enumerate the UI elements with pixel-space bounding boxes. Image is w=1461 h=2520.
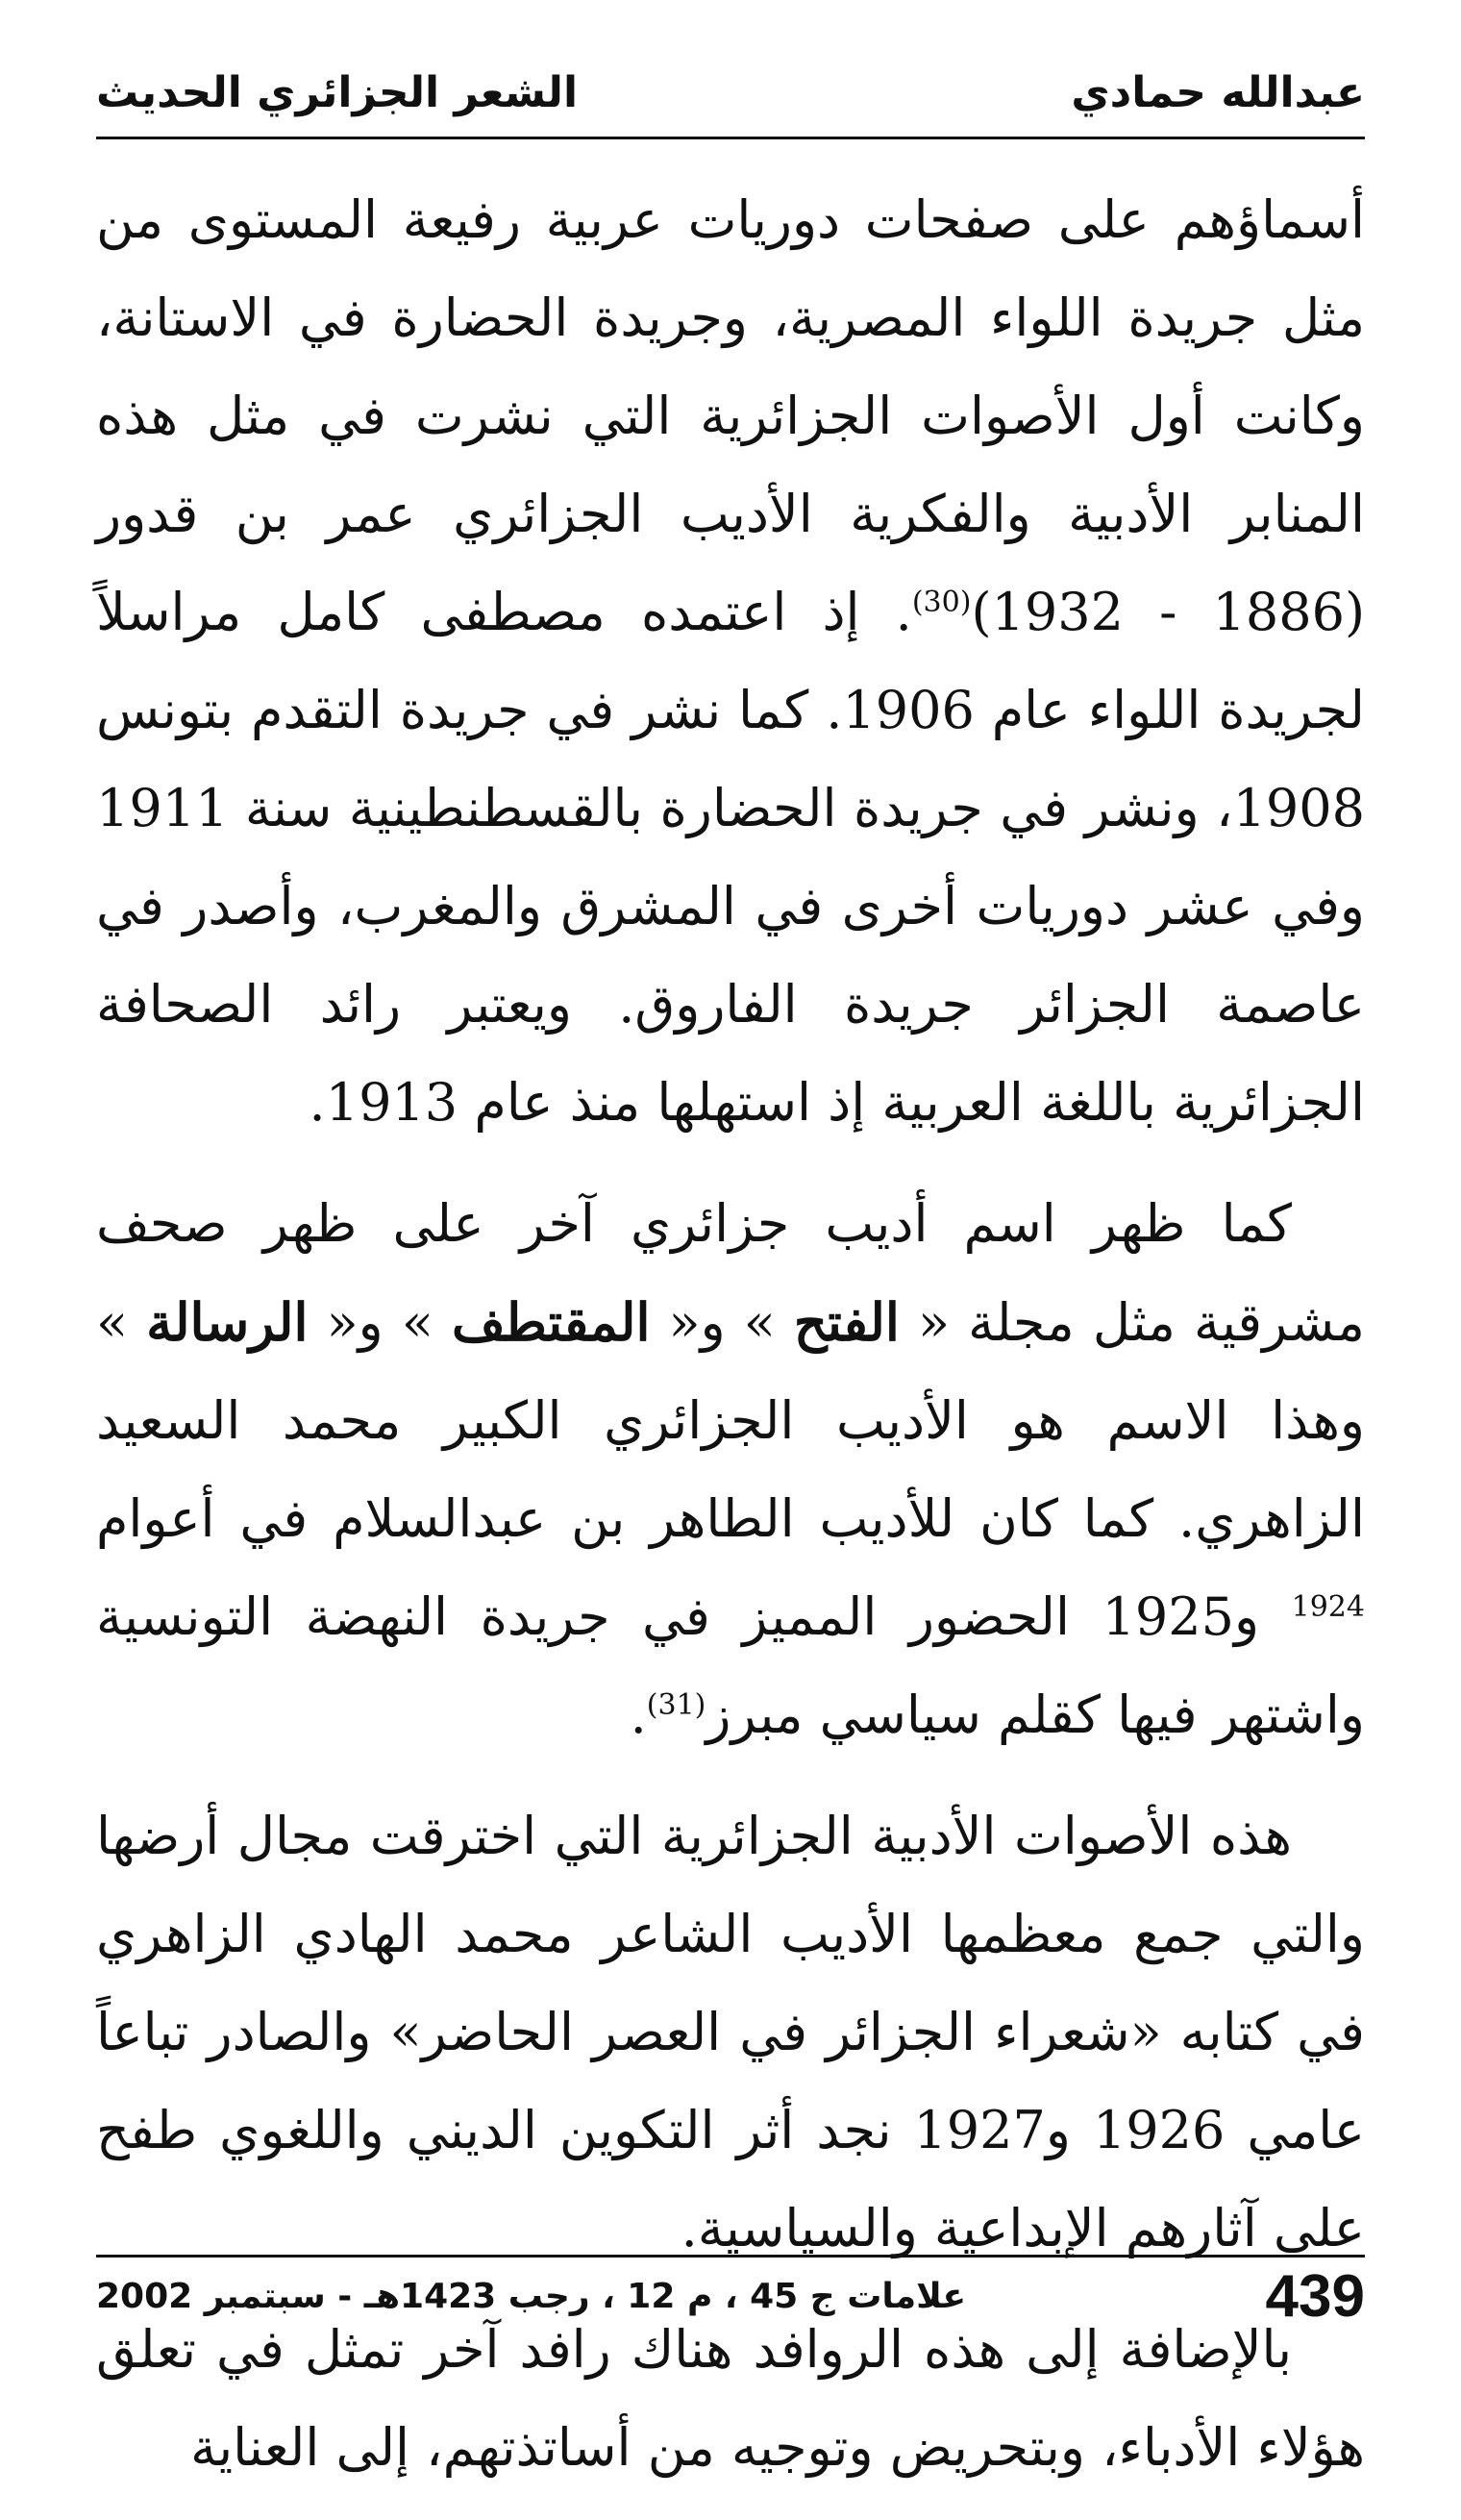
page-number: 439 bbox=[1265, 2262, 1365, 2330]
paragraph-2-text-c: » و« bbox=[308, 1292, 452, 1353]
paragraph-2-text-d: » وهذا الاسم هو الأديب الجزائري الكبير محمد السعيد الزاهري. كما كان للأديب الطاهر بن عبدالسلام في أعوام bbox=[96, 1292, 1365, 1549]
section-title: الشعر الجزائري الحديث bbox=[96, 67, 579, 117]
footnote-ref-30: (30) bbox=[911, 586, 972, 619]
paragraph-1-text: أسماؤهم على صفحات دوريات عربية رفيعة المستوى من مثل جريدة اللواء المصرية، وجريدة الحضارة في الاستانة، وكانت أول الأصوات الجزائرية التي نشرت في مثل هذه المنابر الأدبية والفكرية الأديب الجزائري عمر بن قدور (1886 - 1932) bbox=[96, 189, 1366, 642]
running-header bbox=[96, 48, 1365, 139]
year-superscript: 1924 bbox=[1291, 1590, 1365, 1624]
paragraph-2-text-end: . bbox=[630, 1684, 647, 1745]
journal-al-risala: الرسالة bbox=[146, 1291, 309, 1353]
issue-info: علامات ج 45 ، م 12 ، رجب 1423هـ - سبتمبر 2002 bbox=[96, 2276, 967, 2316]
paragraph-3: هذه الأصوات الأدبية الجزائرية التي اخترقت مجال أرضها والتي جمع معظمها الأديب الشاعر محمد الهادي الزاهري في كتابه «شعراء الجزائر في العصر الحاضر» والصادر تباعاً عامي 1926 و1927 نجد أثر التكوين الديني واللغوي طفح على آثارهم الإبداعية والسياسية. bbox=[96, 1806, 1365, 2258]
paragraph-1 bbox=[96, 171, 1365, 1152]
paragraph-4: بالإضافة إلى هذه الروافد هناك رافد آخر تمثل في تعلق هؤلاء الأدباء، وبتحريض وتوجيه من أساتذتهم، إلى العناية bbox=[96, 2319, 1365, 2478]
paragraph-2-text-b: » و« bbox=[650, 1292, 794, 1353]
author-name: عبدالله حمادي bbox=[1071, 67, 1365, 117]
footnote-ref-31: (31) bbox=[646, 1688, 706, 1722]
paragraph-2 bbox=[96, 1175, 1365, 1764]
paragraph-1-text-end: . إذ اعتمده مصطفى كامل مراسلاً لجريدة اللواء عام 1906. كما نشر في جريدة التقدم بتونس 1908، ونشر في جريدة الحضارة بالقسطنطينية سنة 1911 وفي عشر دوريات أخرى في المشرق والمغرب، وأصدر في عاصمة الجزائر جريدة الفاروق. ويعتبر رائد الصحافة الجزائرية باللغة العربية إذ استهلها منذ عام 1913. bbox=[96, 582, 1365, 1133]
running-footer bbox=[96, 2255, 1365, 2334]
paragraph-2-text-a: كما ظهر اسم أديب جزائري آخر على ظهر صحف مشرقية مثل مجلة « bbox=[96, 1193, 1365, 1353]
body-text bbox=[96, 171, 1365, 2520]
journal-al-muqtataf: المقتطف bbox=[451, 1291, 651, 1353]
journal-al-fath: الفتح bbox=[793, 1291, 900, 1353]
paragraph-2-text-e: و1925 الحضور المميز في جريدة النهضة التونسية واشتهر فيها كقلم سياسي مبرز bbox=[96, 1586, 1365, 1745]
